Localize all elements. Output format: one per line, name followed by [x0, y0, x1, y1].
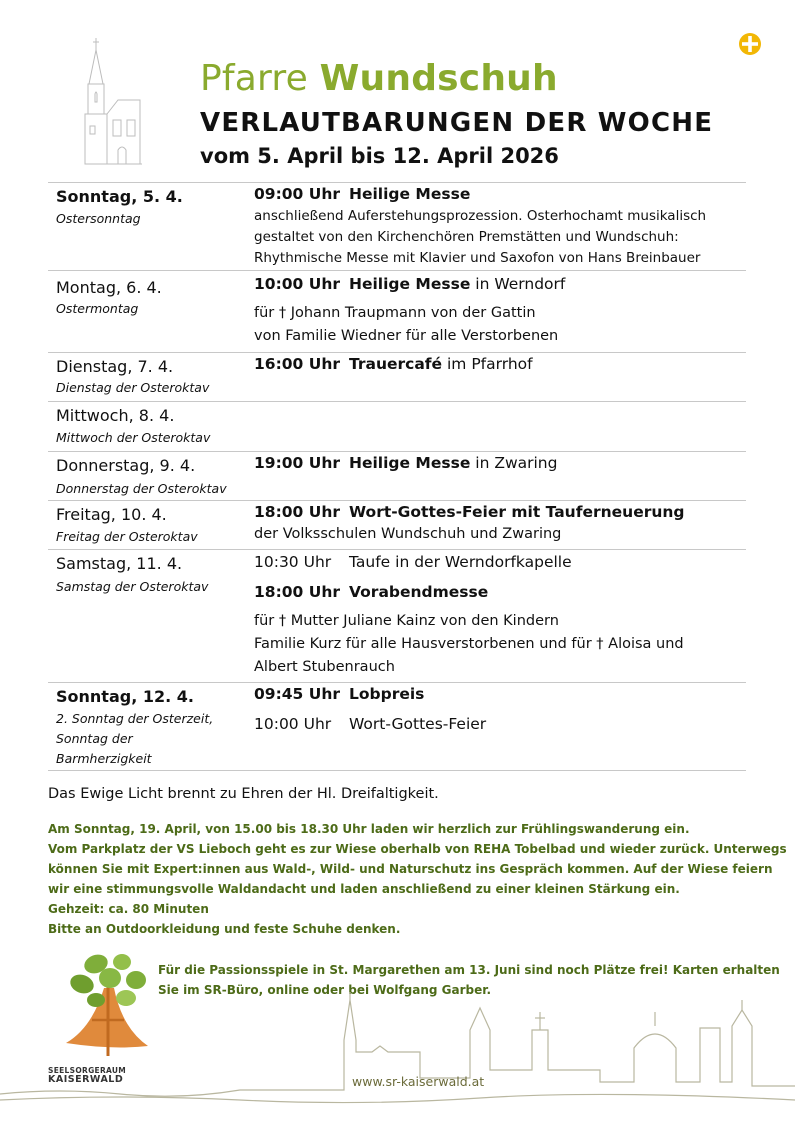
ewiges-licht-note: Das Ewige Licht brennt zu Ehren der Hl. Dreifaltigkeit. [48, 786, 439, 802]
row-divider [48, 770, 746, 771]
event-title: Vorabendmesse [349, 583, 489, 601]
day-label: Mittwoch, 8. 4. [56, 406, 175, 425]
event-location: in Werndorf [470, 275, 566, 293]
day-label: Donnerstag, 9. 4. [56, 456, 196, 475]
event-time: 18:00 Uhr [254, 583, 340, 601]
event-name: Trauercafé [349, 355, 443, 373]
row-divider [48, 500, 746, 501]
event-title [349, 454, 557, 472]
event-detail: für † Johann Traupmann von der Gattin [254, 305, 536, 321]
day-label: Samstag, 11. 4. [56, 554, 183, 573]
row-divider [48, 549, 746, 550]
day-label: Montag, 6. 4. [56, 278, 162, 297]
event-detail: Familie Kurz für alle Hausverstorbenen und für † Aloisa und [254, 636, 684, 652]
day-subtitle: 2. Sonntag der Osterzeit, [56, 711, 214, 726]
row-divider [48, 182, 746, 183]
event-detail: der Volksschulen Wundschuh und Zwaring [254, 526, 562, 542]
cross-badge-icon [738, 32, 762, 56]
event-detail: gestaltet von den Kirchenchören Premstätten und Wundschuh: [254, 229, 679, 245]
event-time: 19:00 Uhr [254, 454, 340, 472]
event-title [349, 275, 565, 293]
parish-name: Wundschuh [319, 58, 558, 99]
event-time: 10:00 Uhr [254, 715, 332, 733]
event-time: 09:00 Uhr [254, 185, 340, 203]
event-detail: Albert Stubenrauch [254, 659, 395, 675]
church-drawing-icon [80, 36, 150, 166]
row-divider [48, 682, 746, 683]
row-divider [48, 352, 746, 353]
row-divider [48, 451, 746, 452]
day-subtitle: Barmherzigkeit [56, 751, 152, 766]
event-detail: für † Mutter Juliane Kainz von den Kindern [254, 613, 559, 629]
event-name: Heilige Messe [349, 454, 471, 472]
day-subtitle: Donnerstag der Osteroktav [56, 481, 227, 496]
event-detail: anschließend Auferstehungsprozession. Osterhochamt musikalisch [254, 208, 707, 224]
event-location: in Zwaring [470, 454, 558, 472]
day-subtitle: Sonntag der [56, 731, 133, 746]
event-time: 18:00 Uhr [254, 503, 340, 521]
announcement-line: können Sie mit Expert:innen aus Wald-, Wild- und Naturschutz ins Gespräch kommen. Auf der Wiese feiern [48, 862, 773, 876]
day-label: Freitag, 10. 4. [56, 505, 167, 524]
day-subtitle: Samstag der Osteroktav [56, 579, 209, 594]
day-subtitle: Freitag der Osteroktav [56, 529, 198, 544]
event-time: 10:00 Uhr [254, 275, 340, 293]
day-label: Sonntag, 5. 4. [56, 187, 183, 206]
day-label: Dienstag, 7. 4. [56, 357, 174, 376]
announcement-line: Bitte an Outdoorkleidung und feste Schuhe denken. [48, 922, 401, 936]
event-detail: von Familie Wiedner für alle Verstorbenen [254, 328, 559, 344]
row-divider [48, 270, 746, 271]
event-location: im Pfarrhof [442, 355, 533, 373]
logo-line-2: KAISERWALD [48, 1074, 124, 1085]
skyline-drawing-icon [0, 990, 795, 1124]
logo-line-1: SEELSORGERAUM [48, 1066, 127, 1075]
day-label: Sonntag, 12. 4. [56, 687, 194, 706]
event-time: 09:45 Uhr [254, 685, 340, 703]
parish-title [200, 58, 558, 99]
event-title: Wort-Gottes-Feier [349, 715, 487, 733]
website-link[interactable]: www.sr-kaiserwald.at [352, 1074, 485, 1089]
event-title: Lobpreis [349, 685, 425, 703]
announcement-line: Am Sonntag, 19. April, von 15.00 bis 18.30 Uhr laden wir herzlich zur Frühlingswanderung ein. [48, 822, 690, 836]
announcement-line: Gehzeit: ca. 80 Minuten [48, 902, 209, 916]
announcement-line: wir eine stimmungsvolle Waldandacht und laden anschließend zu einer kleinen Stärkung ein. [48, 882, 680, 896]
event-time: 10:30 Uhr [254, 553, 332, 571]
parish-prefix: Pfarre [200, 58, 308, 99]
event-time: 16:00 Uhr [254, 355, 340, 373]
announcement-line: Vom Parkplatz der VS Lieboch geht es zur Wiese oberhalb von REHA Tobelbad und wieder zurück. Unterwegs [48, 842, 787, 856]
event-detail: Rhythmische Messe mit Klavier und Saxofon von Hans Breinbauer [254, 250, 701, 266]
passion-line: Für die Passionsspiele in St. Margarethen am 13. Juni sind noch Plätze frei! Karten erhalten [158, 963, 780, 977]
day-subtitle: Ostersonntag [56, 211, 141, 226]
event-title: Taufe in der Werndorfkapelle [349, 553, 572, 571]
date-range: vom 5. April bis 12. April 2026 [200, 144, 559, 168]
page-title: VERLAUTBARUNGEN DER WOCHE [200, 108, 714, 138]
row-divider [48, 401, 746, 402]
day-subtitle: Mittwoch der Osteroktav [56, 430, 211, 445]
event-title [349, 355, 533, 373]
day-subtitle: Ostermontag [56, 301, 139, 316]
day-subtitle: Dienstag der Osteroktav [56, 380, 210, 395]
event-name: Heilige Messe [349, 275, 471, 293]
passion-line: Sie im SR-Büro, online oder bei Wolfgang Garber. [158, 983, 492, 997]
event-title: Heilige Messe [349, 185, 471, 203]
event-title: Wort-Gottes-Feier mit Tauferneuerung [349, 503, 685, 521]
